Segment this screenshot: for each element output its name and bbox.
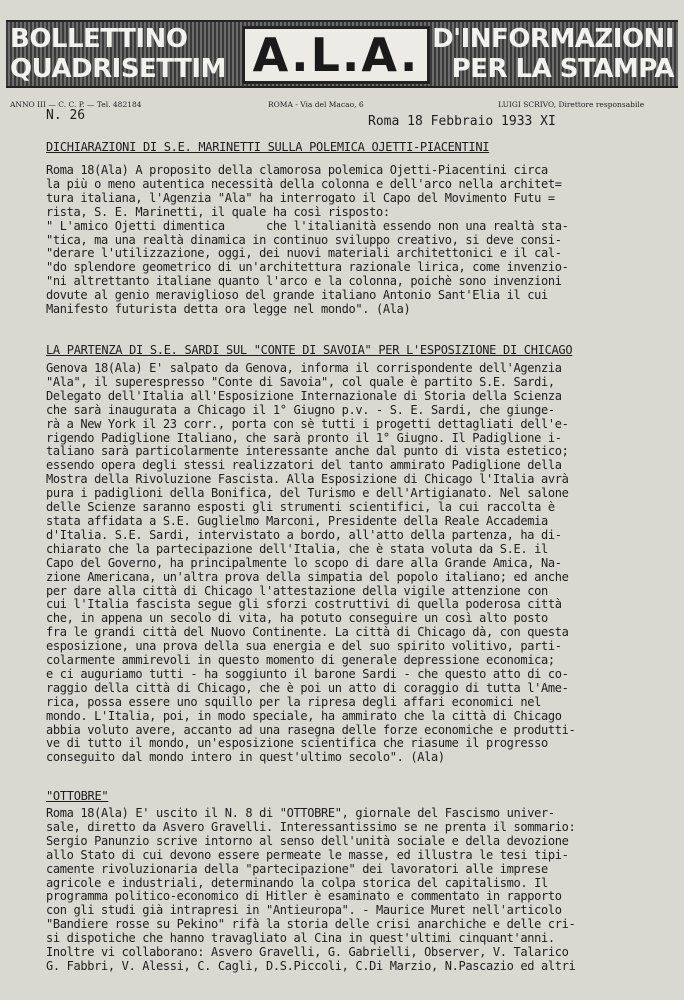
text-line: Delegato dell'Italia all'Esposizione Internazionale di Storia della Scienza [46, 389, 562, 403]
text-line: stata affidata a S.E. Guglielmo Marconi, Presidente della Reale Accademia [46, 514, 548, 528]
text-line: sale, diretto da Asvero Gravelli. Interessantissimo se ne prenta il sommario: [46, 820, 576, 834]
text-line: Inoltre vi collaborano: Asvero Gravelli, G. Gabrielli, Observer, V. Talarico [46, 946, 569, 960]
section-body-marinetti [46, 164, 672, 317]
text-line: la più o meno autentica necessità della colonna e dell'arco nella architet= [46, 177, 562, 191]
text-line: rà a New York il 23 corr., porta con sè tutti i progetti dettagliati dell'e- [46, 417, 569, 431]
masthead-right-line1: D'INFORMAZIONI [432, 24, 674, 54]
text-line: taliano sarà particolarmente interessante anche dal punto di vista estetico; [46, 445, 569, 459]
text-line: "tica, ma una realtà dinamica in continuo sviluppo creativo, si deve consi- [46, 233, 562, 247]
text-line: ve di tutto il mondo, un'esposizione scientifica che riasume il progresso [46, 737, 548, 751]
text-line: che sarà inaugurata a Chicago il 1° Giugno p.v. - S. E. Sardi, che giunge- [46, 403, 555, 417]
section-body-sardi [46, 362, 672, 765]
text-line: con gli studi già intrapresi in "Antieuropa". - Maurice Muret nell'articolo [46, 904, 562, 918]
text-line: che, in appena un secolo di vita, ha potuto conseguire un così alto posto [46, 612, 548, 626]
text-line: "ni altrettanto italiane quanto l'arco e la colonna, poichè sono invenzioni [46, 275, 562, 289]
text-line: conseguito dal mondo intero in quest'ultimo secolo". (Ala) [46, 751, 445, 765]
text-line: pura i padiglioni della Bonifica, del Turismo e dell'Artigianato. Nel salone [46, 487, 569, 501]
text-line: agricole e industriali, determinando la colpa storica del capitalismo. Il [46, 876, 548, 890]
text-line: per dare alla città di Chicago l'attestazione della vigile attenzione con [46, 584, 548, 598]
text-line: Genova 18(Ala) E' salpato da Genova, informa il corrispondente dell'Agenzia [46, 362, 562, 375]
text-line: essendo opera degli stessi realizzatori del tanto ammirato Padiglione della [46, 459, 562, 473]
text-line: Roma 18(Ala) A proposito della clamorosa polemica Ojetti-Piacentini circa [46, 164, 548, 177]
text-line: fra le grandi città del Nuovo Continente. La città di Chicago dà, con questa [46, 626, 569, 640]
section-heading-ottobre: "OTTOBRE" [46, 789, 109, 803]
section-body-ottobre [46, 807, 672, 974]
text-line: "Ala", il superespresso "Conte di Savoia", col quale è partito S.E. Sardi, [46, 375, 555, 389]
text-line: "do splendore geometrico di un'architettura razionale lirica, come invenzio- [46, 261, 569, 275]
section-heading-sardi: LA PARTENZA DI S.E. SARDI SUL "CONTE DI SAVOIA" PER L'ESPOSIZIONE DI CHICAGO [46, 343, 573, 357]
text-line: Roma 18(Ala) E' uscito il N. 8 di "OTTOBRE", giornale del Fascismo univer- [46, 807, 555, 820]
text-line: " L'amico Ojetti dimentica che l'italianità essendo non una realtà sta- [46, 219, 569, 233]
info-address: ROMA - Via del Macao, 6 [268, 100, 364, 109]
text-line: e ci auguriamo tutti - ha soggiunto il barone Sardi - che questo atto di co- [46, 667, 569, 681]
masthead-left-line2: QUADRISETTIM [10, 54, 226, 84]
masthead-logo: A.L.A. [242, 26, 430, 84]
text-line: camente rivoluzionaria della "partecipazione" dei lavoratori alle imprese [46, 862, 548, 876]
text-line: chiarato che la partecipazione dell'Italia, che è stata voluta da S.E. il [46, 542, 548, 556]
text-line: cui l'Italia fascista segue gli sforzi costruttivi di quella poderosa città [46, 598, 562, 612]
masthead-left-line1: BOLLETTINO [10, 24, 188, 54]
text-line: Capo del Governo, ha principalmente lo scopo di dare alla Grande Amica, Na- [46, 556, 562, 570]
text-line: d'Italia. S.E. Sardi, intervistato a bordo, all'atto della partenza, ha di- [46, 528, 562, 542]
section-heading-marinetti: DICHIARAZIONI DI S.E. MARINETTI SULLA POLEMICA OJETTI-PIACENTINI [46, 140, 490, 154]
info-year-phone: ANNO III — C. C. P. — Tel. 482184 [10, 100, 142, 109]
text-line: dovute al genio meraviglioso del grande italiano Antonio Sant'Elia il cui [46, 289, 548, 303]
text-line: programma politico-economico di Hitler è esaminato e commentato in rapporto [46, 890, 562, 904]
masthead [6, 20, 678, 88]
text-line: Manifesto futurista detta ora legge nel mondo". (Ala) [46, 303, 411, 317]
text-line: rista, S. E. Marinetti, il quale ha così risposto: [46, 205, 390, 219]
text-line: abbia voluto avere, accanto ad una rasegna delle forze economiche e produtti- [46, 723, 576, 737]
masthead-bottom-rule [6, 86, 678, 88]
masthead-right-line2: PER LA STAMPA [451, 54, 674, 84]
text-line: tura italiana, l'Agenzia "Ala" ha interrogato il Capo del Movimento Futu = [46, 191, 555, 205]
masthead-top-rule [6, 20, 678, 22]
text-line: rica, possa essere uno squillo per la ripresa degli affari economici nel [46, 695, 541, 709]
text-line: raggio della città di Chicago, che è poi un atto di coraggio di tutta l'Ame- [46, 681, 569, 695]
text-line: mondo. L'Italia, poi, in modo speciale, ha ammirato che la città di Chicago [46, 709, 562, 723]
text-line: Sergio Panunzio scrive intorno al senso dell'unità sociale e della devozione [46, 834, 569, 848]
text-line: "derare l'utilizzazione, oggi, dei nuovi materiali architettonici e il cal- [46, 247, 562, 261]
text-line: "Bandiere rosse su Pekino" rifà la storia delle crisi anarchiche e delle cri- [46, 918, 576, 932]
text-line: delle Scienze saranno esposti gli strumenti scientifici, la cui raccolta è [46, 501, 555, 515]
masthead-left-title [10, 24, 226, 84]
dateline: Roma 18 Febbraio 1933 XI [368, 114, 556, 129]
text-line: esposizione, una prova della sua energia e del suo spirito volitivo, parti- [46, 640, 562, 654]
text-line: allo Stato di cui devono essere permeate le masse, ed illustra le tesi tipi- [46, 848, 569, 862]
text-line: zione Americana, un'altra prova della simpatia del popolo italiano; ed anche [46, 570, 569, 584]
text-line: G. Fabbri, V. Alessi, C. Cagli, D.S.Piccoli, C.Di Marzio, N.Pascazio ed altri [46, 959, 576, 973]
text-line: colarmente ammirevoli in questo momento di generale depressione economica; [46, 654, 555, 668]
info-director: LUIGI SCRIVO, Direttore responsabile [498, 100, 645, 109]
text-line: rigendo Padiglione Italiano, che sarà pronto il 1° Giugno. Il Padiglione i- [46, 431, 562, 445]
issue-number: N. 26 [46, 108, 86, 123]
text-line: Mostra della Rivoluzione Fascista. Alla Esposizione di Chicago l'Italia avrà [46, 473, 569, 487]
masthead-right-title [432, 24, 674, 84]
text-line: si dispotiche che hanno travagliato al Cina in quest'ultimi cinquant'anni. [46, 932, 555, 946]
